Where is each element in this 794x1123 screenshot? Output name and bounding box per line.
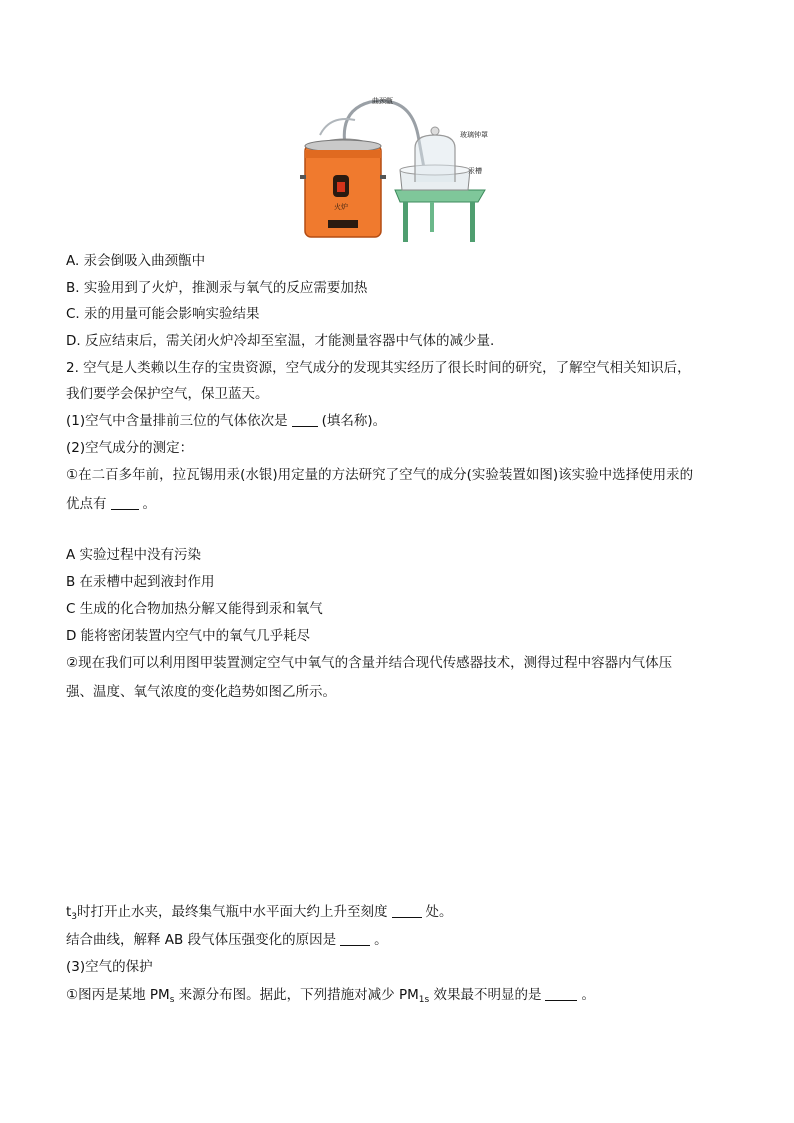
q2-t3-sub: 3	[71, 912, 78, 922]
q2-part3-1-text-b: 来源分布图。据此，下列措施对减少 PM	[174, 987, 419, 1003]
q2-part3-1-text-c: 效果最不明显的是	[429, 987, 542, 1003]
q2-part2-1-line1: ①在二百多年前，拉瓦锡用汞(水银)用定量的方法研究了空气的成分(实验装置如图)该实验中选择使用汞的	[66, 467, 694, 483]
q2-part3-1-blank[interactable]	[545, 986, 577, 1001]
q2-option-b: B 在汞槽中起到液封作用	[66, 574, 215, 590]
q2-part2-2-line1: ②现在我们可以利用图甲装置测定空气中氧气的含量并结合现代传感器技术，测得过程中容器内气体压	[66, 655, 673, 671]
label-trough: 汞槽	[468, 167, 482, 175]
q2-ab-end: 。	[374, 932, 388, 948]
q2-t3-blank[interactable]	[392, 903, 422, 918]
q2-part1-text: (1)空气中含量排前三位的气体依次是	[66, 413, 288, 429]
q2-part1	[66, 411, 386, 431]
q2-part3-1-text-a: ①图丙是某地 PM	[66, 987, 170, 1003]
q1-option-d: D. 反应结束后，需关闭火炉冷却至室温，才能测量容器中气体的减少量.	[66, 333, 495, 349]
q2-ab-text: 结合曲线，解释 AB 段气体压强变化的原因是	[66, 932, 337, 948]
q2-part2-1-end: 。	[142, 496, 156, 512]
q2-option-c: C 生成的化合物加热分解又能得到汞和氧气	[66, 601, 323, 617]
q2-part3-1-end: 。	[581, 987, 595, 1003]
q2-ab-blank[interactable]	[340, 931, 370, 946]
q2-part3-title: (3)空气的保护	[66, 959, 153, 975]
label-retort: 曲颈甑	[372, 97, 393, 105]
q1-option-b: B. 实验用到了火炉，推测汞与氧气的反应需要加热	[66, 280, 368, 296]
q2-part2-title: (2)空气成分的测定：	[66, 440, 194, 456]
q2-t3-line	[66, 902, 453, 927]
lavoisier-apparatus-figure	[300, 90, 490, 248]
label-bell-jar: 玻璃钟罩	[460, 131, 488, 139]
q2-intro-line1: 2. 空气是人类赖以生存的宝贵资源，空气成分的发现其实经历了很长时间的研究，了解空气相关知识后，	[66, 360, 691, 376]
q1-option-c: C. 汞的用量可能会影响实验结果	[66, 306, 260, 322]
q2-t3-text: 时打开止水夹，最终集气瓶中水平面大约上升至刻度	[77, 904, 388, 920]
q2-part3-1-sub2: 1s	[418, 995, 430, 1005]
q2-intro-line2: 我们要学会保护空气，保卫蓝天。	[66, 386, 269, 402]
q2-part1-suffix: (填名称)。	[321, 413, 387, 429]
apparatus-svg	[300, 90, 490, 248]
q2-part1-blank[interactable]	[292, 412, 318, 427]
q2-part3-1-sub1: s	[169, 995, 175, 1005]
label-furnace: 火炉	[334, 203, 348, 211]
q2-ab-line	[66, 930, 388, 950]
q2-part3-1-line	[66, 985, 595, 1010]
q2-t3-end: 处。	[425, 904, 453, 920]
q2-part2-2-line2: 强、温度、氧气浓度的变化趋势如图乙所示。	[66, 684, 336, 700]
q1-option-a: A. 汞会倒吸入曲颈甑中	[66, 253, 206, 269]
q2-option-d: D 能将密闭装置内空气中的氧气几乎耗尽	[66, 628, 311, 644]
q2-part2-1-text: 优点有	[66, 496, 107, 512]
q2-part2-1-blank[interactable]	[111, 495, 139, 510]
q2-part2-1-line2	[66, 494, 156, 514]
q2-t3-t: t	[66, 904, 72, 920]
q2-option-a: A 实验过程中没有污染	[66, 547, 202, 563]
